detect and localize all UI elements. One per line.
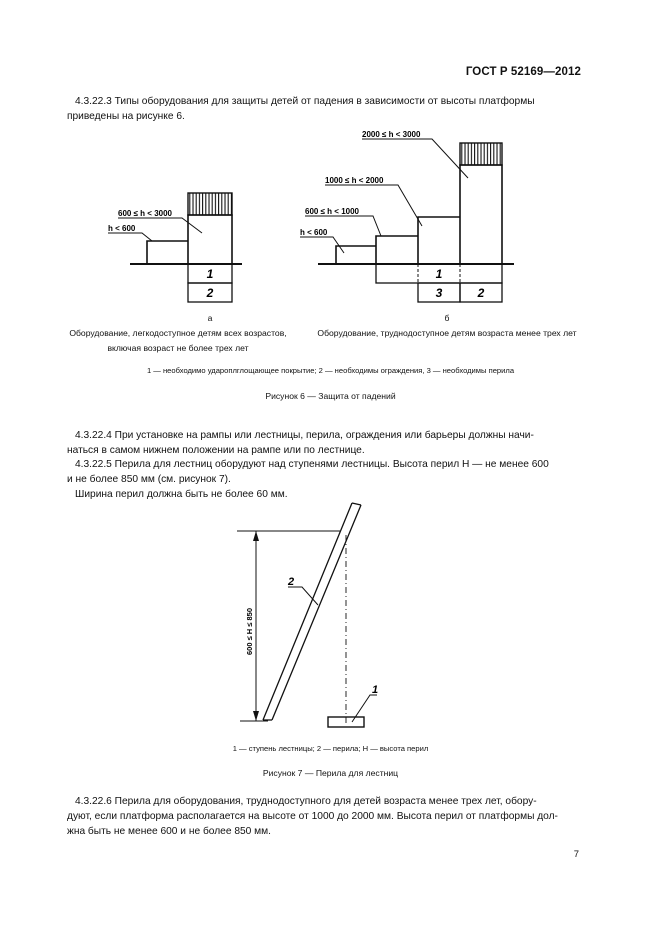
- paragraph-line: 4.3.22.5 Перила для лестниц оборудуют над ступенями лестницы. Высота перил H — не менее 600: [75, 459, 549, 470]
- figure-6b-letter: б: [444, 313, 450, 323]
- figure-7-title: Рисунок 7 — Перила для лестниц: [262, 768, 399, 778]
- paragraph-4-3-22-6: [67, 794, 583, 839]
- zone-label-2: 2: [206, 286, 214, 300]
- figure-6a: [108, 193, 242, 303]
- step-2: [376, 236, 418, 264]
- guard-hatched: [460, 143, 502, 165]
- height-label-b4: h < 600: [300, 228, 328, 237]
- height-label-b1: 2000 ≤ h < 3000: [362, 130, 421, 139]
- zone-label-1: 1: [435, 267, 443, 281]
- paragraph-line: и не более 850 мм (см. рисунок 7).: [67, 474, 231, 485]
- paragraph-line: 4.3.22.3 Типы оборудования для защиты детей от падения в зависимости от высоты платформы: [75, 96, 535, 107]
- figure-6a-caption: Оборудование, легкодоступное детям всех возрастов, включая возраст не более трех лет: [69, 328, 287, 353]
- figure-6b-caption: Оборудование, труднодоступное детям возраста менее трех лет: [317, 328, 577, 338]
- figure-6-drawing: [0, 120, 661, 320]
- step-3: [418, 217, 460, 236]
- height-label-a2: h < 600: [108, 224, 136, 233]
- figure-7-note: 1 — ступень лестницы; 2 — перила; H — высота перил: [232, 744, 429, 753]
- zone-label-2: 2: [477, 286, 485, 300]
- figure-6-title: Рисунок 6 — Защита от падений: [265, 391, 396, 401]
- height-label-b3: 600 ≤ h < 1000: [305, 207, 359, 216]
- paragraph-line: приведены на рисунке 6.: [67, 111, 185, 122]
- page-number: 7: [573, 849, 579, 860]
- figure-7-drawing: [0, 495, 661, 745]
- leader-line: [300, 237, 344, 253]
- zone-label-3: 3: [435, 286, 443, 300]
- document-header: ГОСТ Р 52169—2012: [465, 66, 581, 78]
- paragraph-line: 4.3.22.6 Перила для оборудования, труднодоступного для детей возраста менее трех лет, обору-: [75, 796, 537, 807]
- figure-6a-letter: а: [207, 313, 213, 323]
- dimension-arrow: [253, 531, 259, 541]
- dimension-arrow: [253, 711, 259, 721]
- step-1: [336, 246, 376, 264]
- guard-hatched: [188, 193, 232, 215]
- height-label-b2: 1000 ≤ h < 2000: [325, 176, 384, 185]
- zone-label-1: 1: [206, 267, 214, 281]
- label-1: 1: [372, 684, 379, 696]
- platform-block: [188, 215, 232, 264]
- dimension-label: 600 ≤ H ≤ 850: [245, 607, 254, 655]
- paragraph-line: наться в самом нижнем положении на рампе или по лестнице.: [67, 445, 365, 456]
- label-2: 2: [288, 576, 295, 588]
- leader-line: [325, 185, 422, 226]
- height-label-a1: 600 ≤ h < 3000: [118, 209, 172, 218]
- platform-block: [460, 165, 502, 264]
- leader-line: [362, 139, 468, 178]
- paragraph-line: дуют, если платформа располагается на высоте от 1000 до 2000 мм. Высота перил от платформы дол-: [67, 811, 558, 822]
- paragraph-line: Ширина перил должна быть не более 60 мм.: [75, 489, 288, 500]
- figure-6-note: 1 — необходимо удароплглощающее покрытие; 2 — необходимы ограждения, 3 — необходимы перила: [146, 366, 515, 375]
- paragraph-4-3-22-4: [67, 428, 583, 458]
- figure-6b: [300, 130, 514, 303]
- low-step: [147, 241, 188, 264]
- leader-line: [108, 233, 152, 241]
- paragraph-line: 4.3.22.4 При установке на рампы или лестницы, перила, ограждения или барьеры должны начи-: [75, 430, 534, 441]
- paragraph-line: жна быть не менее 600 и не более 850 мм.: [67, 826, 271, 837]
